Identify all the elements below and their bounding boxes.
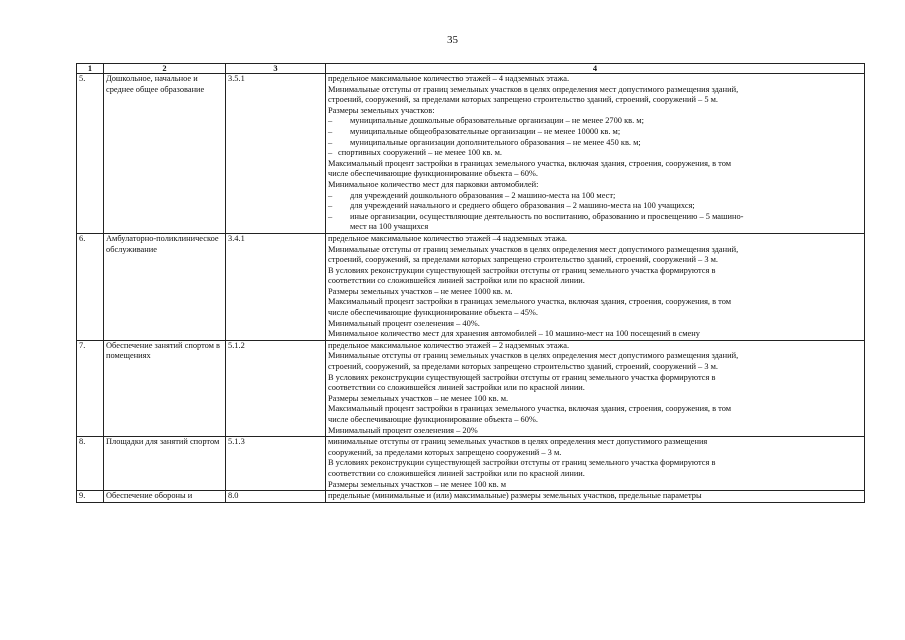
parameter-line: предельное максимальное количество этажей –4 надземных этажа. [328,233,568,243]
list-item-text: муниципальные общеобразовательные организации – не менее 10000 кв. м; [350,126,621,136]
list-item [328,212,862,223]
row-number: 5. [77,74,104,234]
parameter-line: мест на 100 учащихся [350,222,429,232]
dash-marker: – [328,211,333,221]
parameter-line: Минимальные отступы от границ земельных участков в целях определения мест допустимого размещения зданий, [328,244,739,254]
row-number: 6. [77,233,104,340]
list-item-text: муниципальные организации дополнительного образования – не менее 450 кв. м; [350,137,641,147]
table-row [77,74,865,234]
parameters-cell [326,340,865,436]
parameter-line: В условиях реконструкции существующей застройки отступы от границ земельного участка формируются в [328,458,716,468]
parameter-line: Максимальный процент застройки в границах земельного участка, включая здания, строения, сооружения, в том [328,297,732,307]
land-use-type: Площадки для занятий спортом [104,437,226,491]
land-use-type: Дошкольное, начальное и среднее общее образование [104,74,226,234]
parameters-cell [326,74,865,234]
parameter-line: предельные (минимальные и (или) максимальные) размеры земельных участков, предельные параметры [328,491,702,501]
regulations-table [76,63,865,503]
list-item [328,148,862,159]
dash-marker: – [328,190,333,200]
table-row [77,233,865,340]
dash-marker: – [328,126,333,136]
column-header: 3 [226,64,326,74]
row-number: 7. [77,340,104,436]
row-number: 9. [77,491,104,503]
row-number: 8. [77,437,104,491]
land-use-code: 5.1.3 [226,437,326,491]
parameter-line: В условиях реконструкции существующей застройки отступы от границ земельного участка формируются в [328,372,716,382]
parameter-line: соответствии со сложившейся линией застройки или по красной линии. [328,468,585,478]
parameter-line: Минимальное количество мест для хранения автомобилей – 10 машино-мест на 100 посещений в смену [328,329,700,339]
land-use-code: 8.0 [226,491,326,503]
list-item [328,201,862,212]
dash-marker: – [328,137,333,147]
list-item-text: спортивных сооружений – не менее 100 кв. м. [338,148,502,158]
parameter-line: Размеры земельных участков: [328,105,435,115]
column-header: 2 [104,64,226,74]
parameter-line: Минимальный процент озеленения – 40%. [328,318,480,328]
parameter-line: числе обеспечивающие функционирование объекта – 45%. [328,308,538,318]
list-item-text: иные организации, осуществляющие деятельность по воспитанию, образованию и просвещению – 5 машино- [350,211,744,221]
parameter-line: Размеры земельных участков – не менее 1000 кв. м. [328,286,513,296]
parameter-line: Минимальные отступы от границ земельных участков в целях определения мест допустимого размещения зданий, [328,84,739,94]
list-item [328,138,862,149]
list-item [328,191,862,202]
parameter-line: В условиях реконструкции существующей застройки отступы от границ земельного участка формируются в [328,265,716,275]
parameter-line: предельное максимальное количество этажей – 4 надземных этажа. [328,74,570,83]
list-item [328,116,862,127]
parameter-line: Размеры земельных участков – не менее 100 кв. м. [328,393,509,403]
parameter-line: Размеры земельных участков – не менее 100 кв. м [328,479,507,489]
table-row [77,340,865,436]
dash-marker: – [328,201,333,211]
land-use-code: 5.1.2 [226,340,326,436]
parameter-line: предельное максимальное количество этажей – 2 надземных этажа. [328,340,570,350]
parameter-line: Минимальный процент озеленения – 20% [328,425,478,435]
list-item-text: для учреждений начального и среднего общего образования – 2 машино-места на 100 учащихся; [350,201,695,211]
page-number: 35 [447,34,458,46]
table-row [77,437,865,491]
parameters-cell [326,233,865,340]
parameter-line: минимальные отступы от границ земельных участков в целях определения мест допустимого размещения [328,437,708,447]
parameter-line: Минимальное количество мест для парковки автомобилей: [328,179,539,189]
column-header: 4 [326,64,865,74]
parameter-line: соответствии со сложившейся линией застройки или по красной линии. [328,383,585,393]
land-use-code: 3.5.1 [226,74,326,234]
table-body [77,74,865,503]
parameter-line: строений, сооружений, за пределами которых запрещено строительство зданий, строений, сооружений – 3 м. [328,362,718,372]
parameter-line: числе обеспечивающие функционирование объекта – 60%. [328,415,538,424]
land-use-type: Обеспечение занятий спортом в помещениях [104,340,226,436]
parameter-line: соответствии со сложившейся линией застройки или по красной линии. [328,276,585,286]
parameter-line: строений, сооружений, за пределами которых запрещено строительство зданий, строений, сооружений – 5 м. [328,95,718,105]
land-use-type: Амбулаторно-поликлиническое обслуживание [104,233,226,340]
table-header-row [77,64,865,74]
parameters-cell [326,491,865,503]
parameters-cell [326,437,865,491]
parameter-line: сооружений, за пределами которых запрещено сооружений – 3 м. [328,447,562,457]
parameter-line: строений, сооружений, за пределами которых запрещено строительство зданий, строений, сооружений – 3 м. [328,255,718,265]
column-header: 1 [77,64,104,74]
list-item-text: для учреждений дошкольного образования – 2 машино-места на 100 мест; [350,190,616,200]
parameter-line: числе обеспечивающие функционирование объекта – 60%. [328,169,538,179]
list-item [328,127,862,138]
dash-marker: – [328,148,333,158]
parameter-line: Максимальный процент застройки в границах земельного участка, включая здания, строения, сооружения, в том [328,404,732,414]
parameter-line: Минимальные отступы от границ земельных участков в целях определения мест допустимого размещения зданий, [328,351,739,361]
dash-marker: – [328,116,333,126]
parameter-line: Максимальный процент застройки в границах земельного участка, включая здания, строения, сооружения, в том [328,158,732,168]
land-use-type: Обеспечение обороны и [104,491,226,503]
list-item-text: муниципальные дошкольные образовательные организации – не менее 2700 кв. м; [350,116,644,126]
table-row [77,491,865,503]
land-use-code: 3.4.1 [226,233,326,340]
